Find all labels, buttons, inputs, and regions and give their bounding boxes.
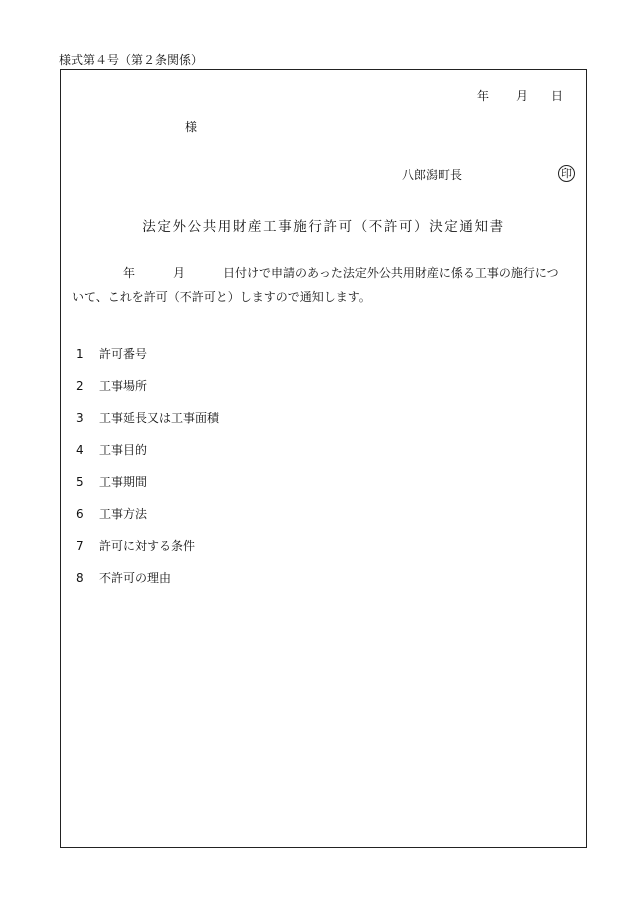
- item-list: [76, 345, 219, 601]
- list-item: [76, 377, 219, 409]
- item-number: 4: [76, 443, 84, 457]
- item-number: 1: [76, 347, 84, 361]
- item-label: 工事期間: [99, 475, 148, 489]
- list-item: [76, 409, 219, 441]
- document-title: 法定外公共用財産工事施行許可（不許可）決定通知書: [142, 219, 505, 235]
- sender-name: 八郎潟町長: [402, 168, 463, 182]
- item-label: 工事方法: [99, 507, 148, 521]
- date-month: 月: [516, 89, 529, 103]
- body-month: 月: [173, 266, 186, 280]
- item-label: 許可に対する条件: [99, 539, 196, 553]
- list-item: [76, 441, 219, 473]
- item-number: 6: [76, 507, 84, 521]
- item-number: 7: [76, 539, 84, 553]
- item-number: 5: [76, 475, 84, 489]
- item-number: 3: [76, 411, 84, 425]
- list-item: [76, 505, 219, 537]
- body-year: 年: [123, 266, 136, 280]
- body-text-line1: 日付けで申請のあった法定外公共用財産に係る工事の施行につ: [223, 266, 559, 280]
- item-label: 工事延長又は工事面積: [99, 411, 220, 425]
- item-label: 工事場所: [99, 379, 148, 393]
- date-day: 日: [551, 89, 564, 103]
- date-year: 年: [477, 89, 490, 103]
- list-item: [76, 473, 219, 505]
- form-number-label: 様式第４号（第２条関係）: [59, 53, 204, 67]
- list-item: [76, 569, 219, 601]
- item-label: 不許可の理由: [99, 571, 172, 585]
- list-item: [76, 345, 219, 377]
- item-number: 2: [76, 379, 84, 393]
- body-text-line2: いて、これを許可（不許可と）しますので通知します。: [72, 290, 371, 304]
- seal-mark: 印: [558, 165, 575, 182]
- item-label: 許可番号: [99, 347, 148, 361]
- addressee-suffix: 様: [185, 120, 198, 134]
- item-label: 工事目的: [99, 443, 148, 457]
- item-number: 8: [76, 571, 84, 585]
- list-item: [76, 537, 219, 569]
